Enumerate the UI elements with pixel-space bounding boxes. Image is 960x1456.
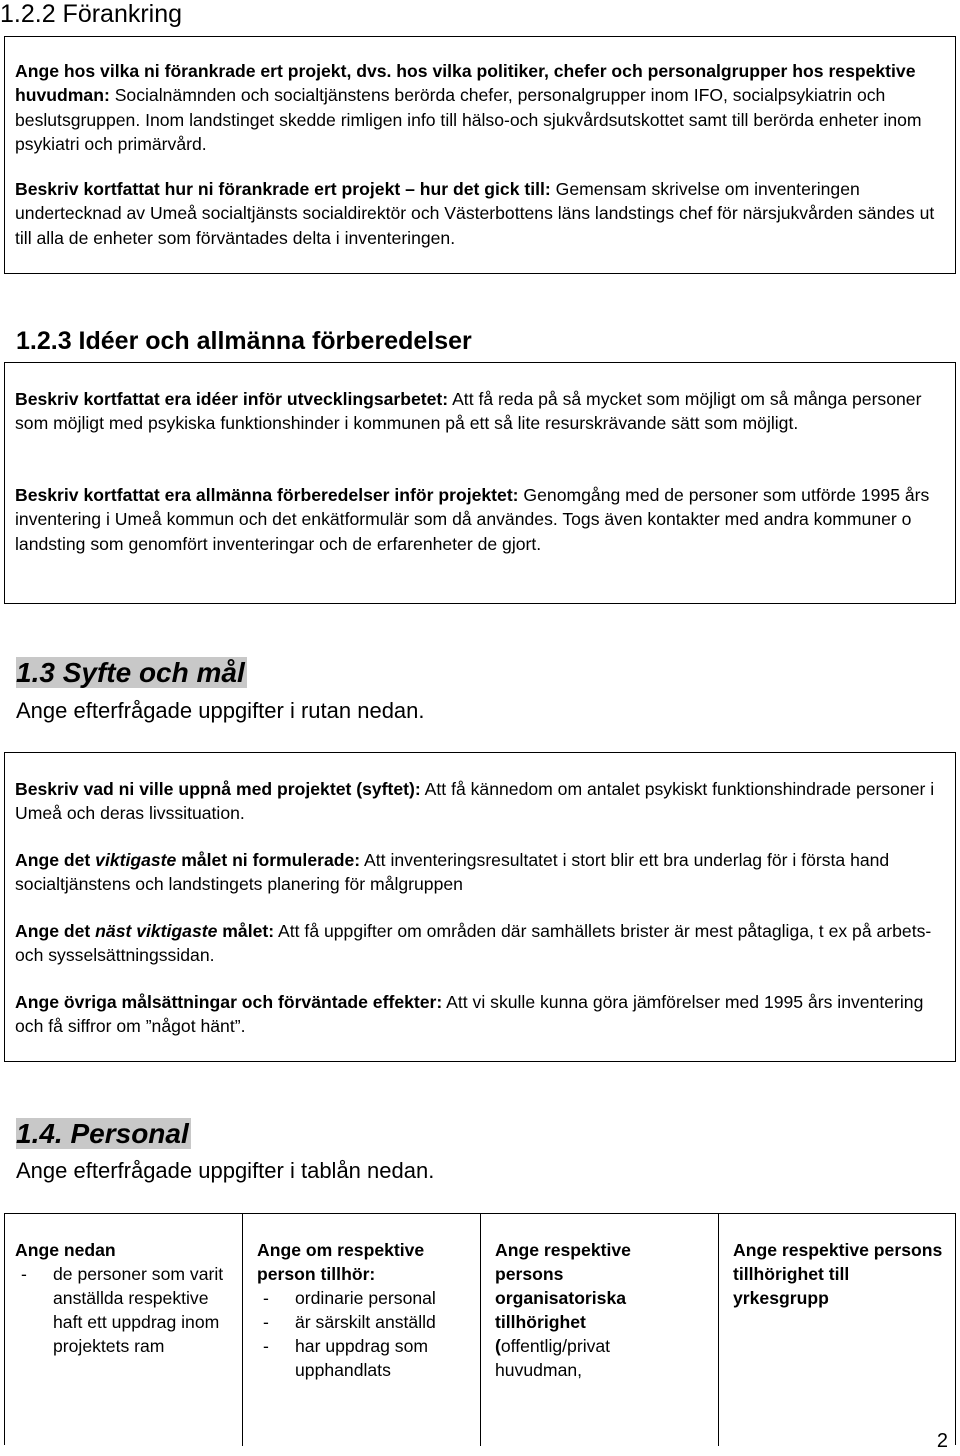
preparations-paragraph [15,483,945,556]
list-item [257,1286,475,1310]
main-goal-question-end: målet ni formulerade: [176,850,361,870]
other-goals-paragraph [15,990,950,1039]
personnel-column-2-item: har uppdrag som upphandlats [295,1336,429,1380]
anchoring-how-paragraph [15,177,945,250]
personnel-column-3 [481,1214,719,1446]
preparations-answer: Genomgång med de personer som utförde 1995 års inventering i Umeå kommun och det enkätformulär som då användes. Togs även kontakter med andra kommuner o landsting som genomfört inventeringar och de erfarenheter de gjort. [15,485,930,554]
purpose-question: Beskriv vad ni ville uppnå med projektet (syftet): [15,779,421,799]
main-goal-question-start: Ange det [15,850,96,870]
personnel-column-4 [719,1214,955,1446]
purpose-paragraph [15,777,945,826]
personnel-column-4-title: Ange respektive persons tillhörighet till yrkesgrupp [733,1240,943,1308]
main-goal-paragraph [15,848,950,897]
personnel-table [4,1213,956,1445]
main-goal-question-emphasis: viktigaste [95,850,177,870]
preparations-question: Beskriv kortfattat era allmänna förberedelser inför projektet: [15,485,519,505]
anchoring-answer: Socialnämnden och socialtjänstens berörda chefer, personalgrupper inom IFO, socialpsykiatrin och beslutsgruppen. Inom landstinget skedde rimligen info till hälso-och sjukvårdsutskottet samt till berörda enheter inom psykiatri och primärvård. [15,85,922,155]
personnel-column-2-item: är särskilt anställd [295,1312,436,1332]
personnel-column-1 [5,1214,243,1446]
personnel-column-3-paren: ( [495,1336,501,1356]
dash-bullet: - [21,1264,27,1284]
second-goal-question-emphasis: näst viktigaste [95,921,218,941]
section-1-4-instruction: Ange efterfrågade uppgifter i tablån nedan. [16,1158,435,1183]
personnel-column-4-content [733,1238,943,1310]
page-number: 2 [936,1430,948,1452]
second-goal-question-start: Ange det [15,921,96,941]
ideas-answer: Att få reda på så mycket som möjligt om så många personer som möjligt med psykiska funktionshinder i kommunen på ett så lite resurskrävande sätt som möjligt. [15,389,922,434]
section-heading-1-3: 1.3 Syfte och mål [16,657,245,688]
personnel-column-1-content [15,1238,235,1358]
other-goals-question: Ange övriga målsättningar och förväntade effekter: [15,992,443,1012]
personnel-column-3-content [495,1238,695,1382]
main-goal-answer: Att inventeringsresultatet i stort blir ett bra underlag för i första hand socialtjänstens och landstingets planering för målgruppen [15,850,890,895]
list-item [257,1310,475,1334]
purpose-box [4,752,956,1062]
section-1-3-instruction: Ange efterfrågade uppgifter i rutan nedan. [16,698,425,723]
dash-bullet: - [263,1312,269,1332]
section-heading-1-3-wrap [16,656,247,690]
list-item [257,1334,475,1382]
dash-bullet: - [263,1288,269,1308]
list-item [15,1262,235,1358]
section-heading-1-4-wrap [16,1117,191,1151]
personnel-column-3-title: Ange respektive persons organisatoriska tillhörighet [495,1240,631,1332]
section-heading-1-2-3: 1.2.3 Idéer och allmänna förberedelser [16,327,472,355]
second-goal-question-end: målet: [217,921,275,941]
personnel-column-2-content [257,1238,475,1382]
purpose-answer: Att få kännedom om antalet psykiskt funktionshindrade personer i Umeå och deras livssituation. [15,779,935,824]
ideas-paragraph [15,387,945,436]
other-goals-answer: Att vi skulle kunna göra jämförelser med 1995 års inventering och få siffror om ”något hänt”. [15,992,924,1037]
anchoring-how-question: Beskriv kortfattat hur ni förankrade ert projekt – hur det gick till: [15,179,551,199]
section-heading-1-2-2: 1.2.2 Förankring [0,0,183,28]
personnel-column-1-item: de personer som varit anställda respektive haft ett uppdrag inom projektets ram [53,1264,224,1356]
ideas-question: Beskriv kortfattat era idéer inför utvecklingsarbetet: [15,389,449,409]
section-heading-1-4: 1.4. Personal [16,1118,189,1149]
anchoring-question: Ange hos vilka ni förankrade ert projekt, dvs. hos vilka politiker, chefer och personalgrupper hos respektive huvudman: [15,61,916,106]
second-goal-paragraph [15,919,945,968]
anchoring-paragraph [15,59,945,157]
anchoring-how-answer: Gemensam skrivelse om inventeringen undertecknad av Umeå socialtjänsts socialdirektör och Västerbottens läns landstings chef för närsjukvården sändes ut till alla de enheter som förväntades delta i inventeringen. [15,179,935,248]
personnel-column-2-title: Ange om respektive person tillhör: [257,1240,425,1284]
personnel-column-2-item: ordinarie personal [295,1288,436,1308]
second-goal-answer: Att få uppgifter om områden där samhällets brister är mest påtagliga, t ex på arbets- och sysselsättningssidan. [15,921,932,966]
personnel-column-3-text: offentlig/privat huvudman, [495,1336,611,1380]
personnel-column-2 [243,1214,481,1446]
anchoring-box [4,36,956,274]
ideas-box [4,362,956,604]
dash-bullet: - [263,1336,269,1356]
personnel-column-1-title: Ange nedan [15,1240,116,1260]
